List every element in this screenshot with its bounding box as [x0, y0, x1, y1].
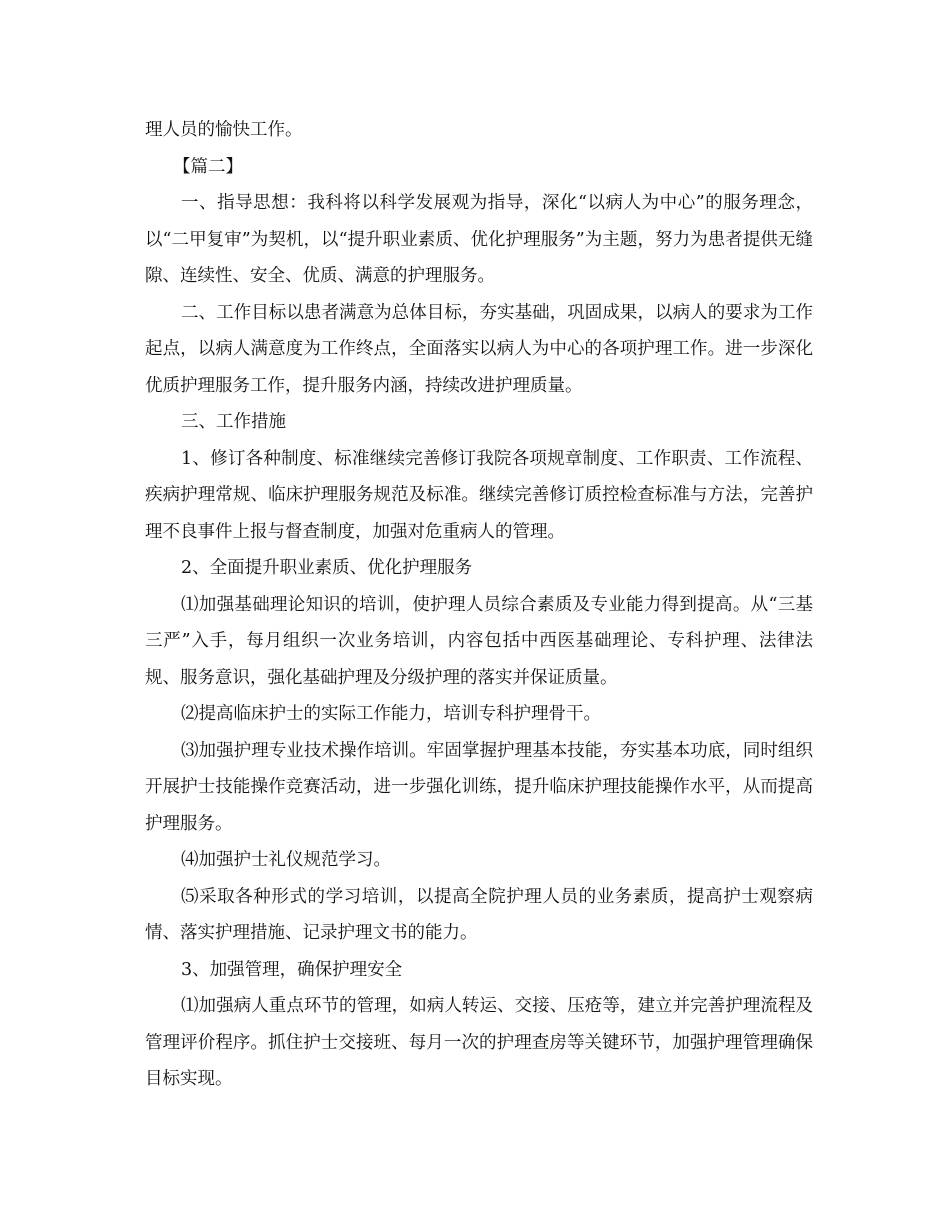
- paragraph-measure-1: 1、修订各种制度、标准继续完善修订我院各项规章制度、工作职责、工作流程、疾病护理常规、临床护理服务规范及标准。继续完善修订质控检查标准与方法，完善护理不良事件上报与督查制度，加强对危重病人的管理。: [145, 448, 813, 542]
- paragraph-measure-2-item-4: ⑷加强护士礼仪规范学习。: [181, 850, 391, 870]
- paragraph-continuation: 理人员的愉快工作。: [145, 120, 303, 140]
- paragraph-measure-2-item-2: ⑵提高临床护士的实际工作能力，培训专科护理骨干。: [181, 704, 601, 724]
- paragraph-measure-3-heading: 3、加强管理，确保护理安全: [181, 959, 403, 980]
- paragraph-measure-2-item-1: ⑴加强基础理论知识的培训，使护理人员综合素质及专业能力得到提高。从“三基三严”入手，每月组织一次业务培训，内容包括中西医基础理论、专科护理、法律法规、服务意识，强化基础护理及分级护理的落实并保证质量。: [145, 594, 813, 688]
- paragraph-guiding-ideology: 一、指导思想：我科将以科学发展观为指导，深化“以病人为中心”的服务理念，以“二甲复审”为契机，以“提升职业素质、优化护理服务”为主题，努力为患者提供无缝隙、连续性、安全、优质、满意的护理服务。: [145, 193, 813, 286]
- paragraph-measure-3-item-1: ⑴加强病人重点环节的管理，如病人转运、交接、压疮等，建立并完善护理流程及管理评价程序。抓住护士交接班、每月一次的护理查房等关键环节，加强护理管理确保目标实现。: [145, 996, 813, 1089]
- paragraph-measure-2-item-5: ⑸采取各种形式的学习培训，以提高全院护理人员的业务素质，提高护士观察病情、落实护理措施、记录护理文书的能力。: [145, 886, 813, 943]
- paragraph-measure-2-heading: 2、全面提升职业素质、优化护理服务: [181, 558, 473, 578]
- document-body: [145, 112, 813, 1098]
- paragraph-work-measures-heading: 三、工作措施: [181, 412, 286, 432]
- paragraph-measure-2-item-3: ⑶加强护理专业技术操作培训。牢固掌握护理基本技能，夯实基本功底，同时组织开展护士技能操作竞赛活动，进一步强化训练，提升临床护理技能操作水平，从而提高护理服务。: [145, 740, 813, 834]
- paragraph-work-goals: 二、工作目标以患者满意为总体目标，夯实基础，巩固成果，以病人的要求为工作起点，以病人满意度为工作终点，全面落实以病人为中心的各项护理工作。进一步深化优质护理服务工作，提升服务内涵，持续改进护理质量。: [145, 302, 813, 396]
- section-heading: 【篇二】: [173, 156, 243, 177]
